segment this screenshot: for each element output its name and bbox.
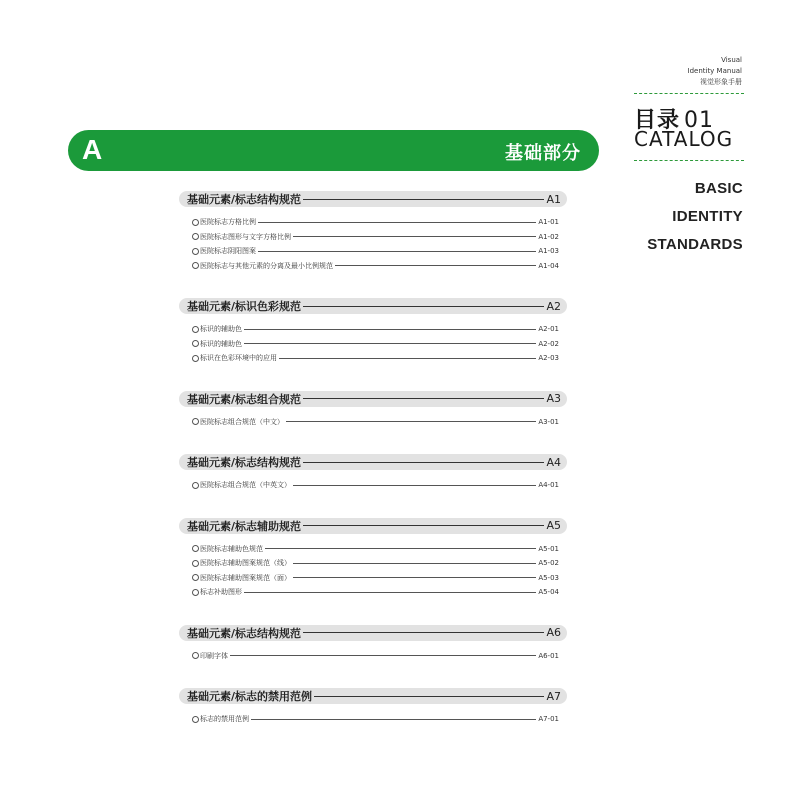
toc-item[interactable] [179, 259, 567, 274]
leader-line [303, 398, 544, 399]
table-of-contents [179, 191, 567, 752]
toc-item-label: 医院标志辅助色规范 [200, 544, 263, 553]
toc-item[interactable] [179, 571, 567, 586]
leader-line [303, 632, 544, 633]
leader-line [244, 343, 536, 344]
toc-item[interactable] [179, 322, 567, 337]
toc-section-code: A7 [546, 689, 561, 703]
leader-line [303, 525, 544, 526]
leader-line [303, 306, 544, 307]
catalog-heading-en: CATALOG [634, 127, 734, 151]
standards-heading [647, 175, 743, 259]
toc-item[interactable] [179, 556, 567, 571]
circle-bullet-icon [192, 589, 199, 596]
catalog-heading-zh: 目录 [634, 108, 681, 133]
brand-block [688, 55, 743, 88]
toc-item-code: A1-01 [538, 218, 559, 227]
toc-item-label: 医院标志辅助图案规范（面） [200, 573, 291, 582]
toc-item[interactable] [179, 415, 567, 430]
toc-item-label: 医院标志组合规范（中英文） [200, 481, 291, 490]
toc-section [179, 518, 567, 600]
toc-item-code: A1-02 [538, 232, 559, 241]
toc-section [179, 191, 567, 273]
toc-item[interactable] [179, 337, 567, 352]
standards-line-identity: IDENTITY [672, 208, 743, 225]
toc-item-label: 医院标志组合规范（中文） [200, 417, 284, 426]
toc-item[interactable] [179, 230, 567, 245]
toc-item[interactable] [179, 649, 567, 664]
toc-section-title: 基础元素/标志组合规范 [187, 392, 302, 406]
circle-bullet-icon [192, 248, 199, 255]
section-banner [68, 130, 599, 171]
circle-bullet-icon [192, 233, 199, 240]
leader-line [293, 236, 536, 237]
toc-section-header[interactable] [179, 298, 567, 314]
leader-line [258, 222, 536, 223]
toc-item-code: A6-01 [538, 651, 559, 660]
toc-item[interactable] [179, 215, 567, 230]
toc-item-code: A2-02 [538, 339, 559, 348]
leader-line [293, 577, 536, 578]
toc-section-code: A4 [546, 455, 561, 469]
toc-section-code: A3 [546, 392, 561, 405]
toc-item-label: 标识在色彩环境中的应用 [200, 354, 277, 363]
toc-section [179, 625, 567, 664]
toc-item-code: A5-03 [538, 573, 559, 582]
banner-letter: A [82, 134, 103, 165]
toc-section [179, 298, 567, 366]
toc-section-code: A2 [546, 299, 561, 313]
circle-bullet-icon [192, 340, 199, 347]
toc-section-code: A6 [546, 626, 561, 639]
toc-section-title: 基础元素/标志结构规范 [187, 193, 302, 206]
toc-section-header[interactable] [179, 454, 567, 470]
toc-section-title: 基础元素/标志辅助规范 [187, 519, 302, 533]
toc-item-code: A5-02 [538, 559, 559, 568]
toc-item-label: 印刷字体 [200, 651, 228, 660]
circle-bullet-icon [192, 355, 199, 362]
toc-item[interactable] [179, 585, 567, 600]
catalog-divider-top [634, 93, 744, 94]
circle-bullet-icon [192, 418, 199, 425]
leader-line [335, 265, 536, 266]
leader-line [244, 592, 536, 593]
standards-line-standards: STANDARDS [647, 236, 743, 253]
circle-bullet-icon [192, 262, 199, 269]
toc-section [179, 454, 567, 493]
toc-section-title: 基础元素/标志结构规范 [187, 456, 302, 469]
toc-section [179, 688, 567, 727]
toc-item-label: 标志的禁用范例 [200, 715, 249, 724]
leader-line [244, 329, 536, 330]
leader-line [265, 548, 536, 549]
toc-item-code: A4-01 [538, 481, 559, 490]
toc-item-code: A1-03 [538, 247, 559, 256]
toc-item-code: A2-03 [538, 354, 559, 363]
toc-item-label: 标志补助图形 [200, 588, 242, 597]
leader-line [251, 719, 536, 720]
toc-item-code: A1-04 [538, 261, 559, 270]
leader-line [258, 251, 536, 252]
circle-bullet-icon [192, 652, 199, 659]
brand-line-chinese: 视觉形象手册 [700, 78, 742, 86]
circle-bullet-icon [192, 560, 199, 567]
toc-item-label: 标识的辅助色 [200, 339, 242, 348]
leader-line [230, 655, 536, 656]
standards-line-basic: BASIC [694, 180, 743, 197]
toc-item-label: 医院标志与其他元素的分离及最小比例规范 [200, 261, 333, 270]
toc-item-code: A5-01 [538, 544, 559, 553]
leader-line [303, 462, 544, 463]
brand-line-visual: Visual [721, 56, 742, 64]
toc-item-code: A5-04 [538, 588, 559, 597]
toc-section-code: A1 [546, 192, 561, 206]
circle-bullet-icon [192, 482, 199, 489]
toc-section-header[interactable] [179, 625, 567, 641]
toc-item-label: 医院标志图形与文字方格比例 [200, 232, 291, 241]
circle-bullet-icon [192, 716, 199, 723]
toc-item[interactable] [179, 712, 567, 727]
toc-section-title: 基础元素/标识色彩规范 [187, 300, 302, 313]
banner-title: 基础部分 [505, 143, 581, 164]
toc-section-header[interactable] [179, 191, 567, 207]
toc-item-label: 医院标志辅助图案规范（线） [200, 559, 291, 568]
toc-item[interactable] [179, 478, 567, 493]
toc-section-title: 基础元素/标志结构规范 [187, 626, 302, 640]
circle-bullet-icon [192, 219, 199, 226]
toc-section-code: A5 [546, 519, 561, 532]
toc-section-header[interactable] [179, 518, 567, 534]
toc-section-title: 基础元素/标志的禁用范例 [187, 690, 313, 703]
toc-item-label: 医院标志方格比例 [200, 218, 256, 227]
circle-bullet-icon [192, 545, 199, 552]
toc-item[interactable] [179, 542, 567, 557]
toc-item-code: A3-01 [538, 417, 559, 426]
catalog-number: 01 [684, 108, 715, 133]
leader-line [314, 696, 544, 697]
leader-line [303, 199, 544, 200]
toc-item-code: A2-01 [538, 325, 559, 334]
toc-item-label: 标识的辅助色 [200, 325, 242, 334]
toc-section [179, 391, 567, 430]
leader-line [286, 421, 536, 422]
toc-item[interactable] [179, 244, 567, 259]
catalog-divider-bottom [634, 160, 744, 161]
toc-section-header[interactable] [179, 391, 567, 407]
circle-bullet-icon [192, 574, 199, 581]
toc-section-header[interactable] [179, 688, 567, 704]
circle-bullet-icon [192, 326, 199, 333]
brand-line-identity-manual: Identity Manual [687, 67, 742, 75]
toc-item-code: A7-01 [538, 715, 559, 724]
leader-line [279, 358, 536, 359]
toc-item[interactable] [179, 351, 567, 366]
toc-item-label: 医院标志阴阳图案 [200, 247, 256, 256]
leader-line [293, 485, 536, 486]
leader-line [293, 563, 536, 564]
